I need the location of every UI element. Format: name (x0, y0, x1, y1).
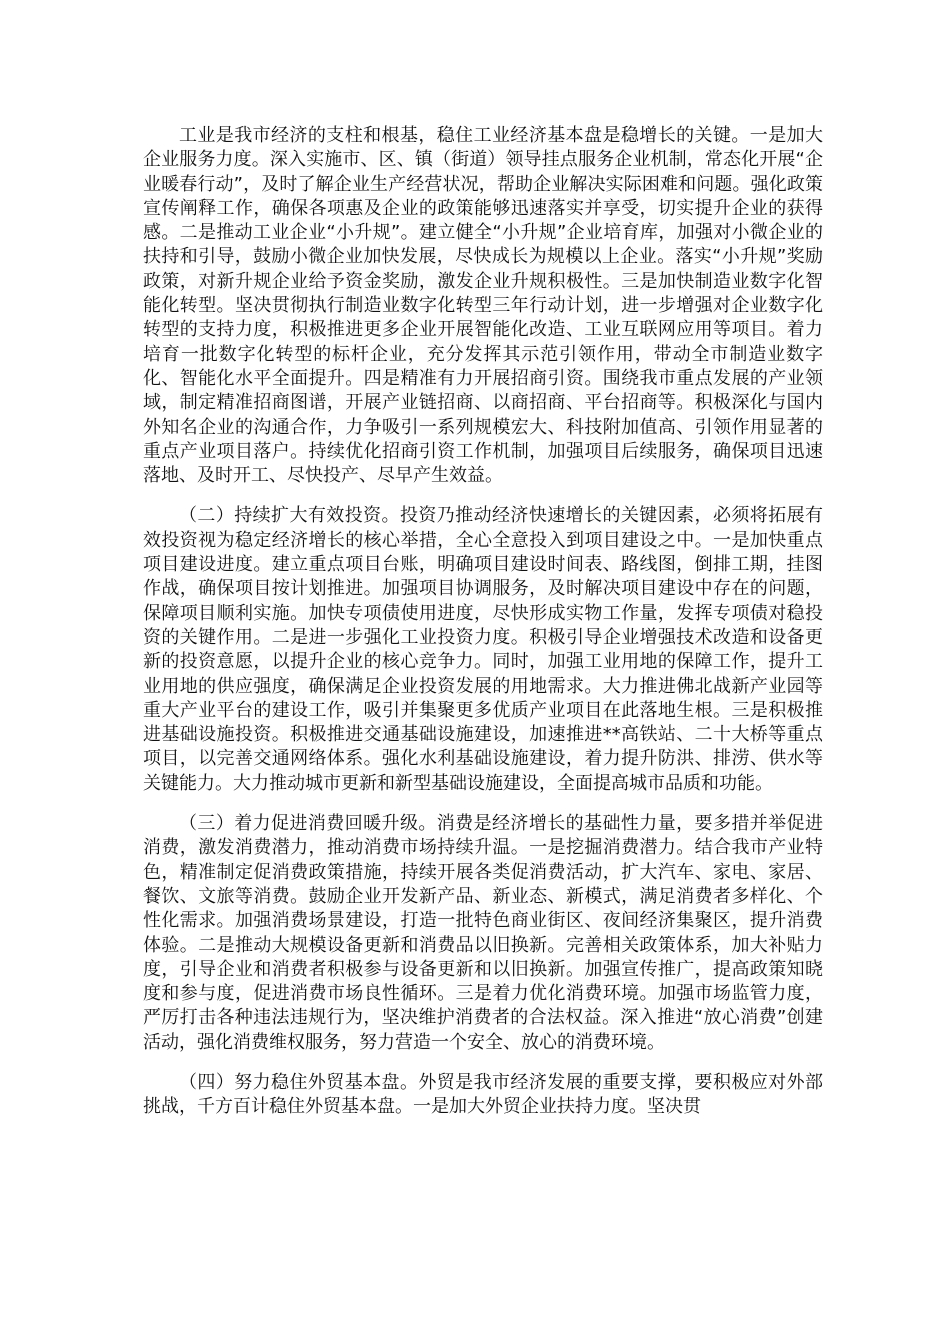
document-body (143, 124, 823, 1136)
paragraph-consumption: （三）着力促进消费回暖升级。消费是经济增长的基础性力量，要多措并举促进消费，激发消费潜力，推动消费市场持续升温。一是挖掘消费潜力。结合我市产业特色，精准制定促消费政策措施，持续开展各类促消费活动，扩大汽车、家电、家居、餐饮、文旅等消费。鼓励企业开发新产品、新业态、新模式，满足消费者多样化、个性化需求。加强消费场景建设，打造一批特色商业街区、夜间经济集聚区，提升消费体验。二是推动大规模设备更新和消费品以旧换新。完善相关政策体系，加大补贴力度，引导企业和消费者积极参与设备更新和以旧换新。加强宣传推广，提高政策知晓度和参与度，促进消费市场良性循环。三是着力优化消费环境。加强市场监管力度，严厉打击各种违法违规行为，坚决维护消费者的合法权益。深入推进“放心消费”创建活动，强化消费维权服务，努力营造一个安全、放心的消费环境。 (143, 813, 823, 1053)
paragraph-industry: 工业是我市经济的支柱和根基，稳住工业经济基本盘是稳增长的关键。一是加大企业服务力度。深入实施市、区、镇（街道）领导挂点服务企业机制，常态化开展“企业暖春行动”，及时了解企业生产经营状况，帮助企业解决实际困难和问题。强化政策宣传阐释工作，确保各项惠及企业的政策能够迅速落实并享受，切实提升企业的获得感。二是推动工业企业“小升规”。建立健全“小升规”企业培育库，加强对小微企业的扶持和引导，鼓励小微企业加快发展，尽快成长为规模以上企业。落实“小升规”奖励政策，对新升规企业给予资金奖励，激发企业升规积极性。三是加快制造业数字化智能化转型。坚决贯彻执行制造业数字化转型三年行动计划，进一步增强对企业数字化转型的支持力度，积极推进更多企业开展智能化改造、工业互联网应用等项目。着力培育一批数字化转型的标杆企业，充分发挥其示范引领作用，带动全市制造业数字化、智能化水平全面提升。四是精准有力开展招商引资。围绕我市重点发展的产业领域，制定精准招商图谱，开展产业链招商、以商招商、平台招商等。积极深化与国内外知名企业的沟通合作，力争吸引一系列规模宏大、科技附加值高、引领作用显著的重点产业项目落户。持续优化招商引资工作机制，加强项目后续服务，确保项目迅速落地、及时开工、尽快投产、尽早产生效益。 (143, 125, 823, 487)
paragraph-investment: （二）持续扩大有效投资。投资乃推动经济快速增长的关键因素，必须将拓展有效投资视为稳定经济增长的核心举措，全心全意投入到项目建设之中。一是加快重点项目建设进度。建立重点项目台账，明确项目建设时间表、路线图，倒排工期，挂图作战，确保项目按计划推进。加强项目协调服务，及时解决项目建设中存在的问题，保障项目顺利实施。加快专项债使用进度，尽快形成实物工作量，发挥专项债对稳投资的关键作用。二是进一步强化工业投资力度。积极引导企业增强技术改造和设备更新的投资意愿，以提升企业的核心竞争力。同时，加强工业用地的保障工作，提升工业用地的供应强度，确保满足企业投资发展的用地需求。大力推进佛北战新产业园等重大产业平台的建设工作，吸引并集聚更多优质产业项目在此落地生根。三是积极推进基础设施投资。积极推进交通基础设施建设，加速推进**高铁站、二十大桥等重点项目，以完善交通网络体系。强化水利基础设施建设，着力提升防洪、排涝、供水等关键能力。大力推动城市更新和新型基础设施建设，全面提高城市品质和功能。 (143, 505, 823, 794)
paragraph-foreign-trade: （四）努力稳住外贸基本盘。外贸是我市经济发展的重要支撑，要积极应对外部挑战，千方百计稳住外贸基本盘。一是加大外贸企业扶持力度。坚决贯 (143, 1071, 823, 1118)
